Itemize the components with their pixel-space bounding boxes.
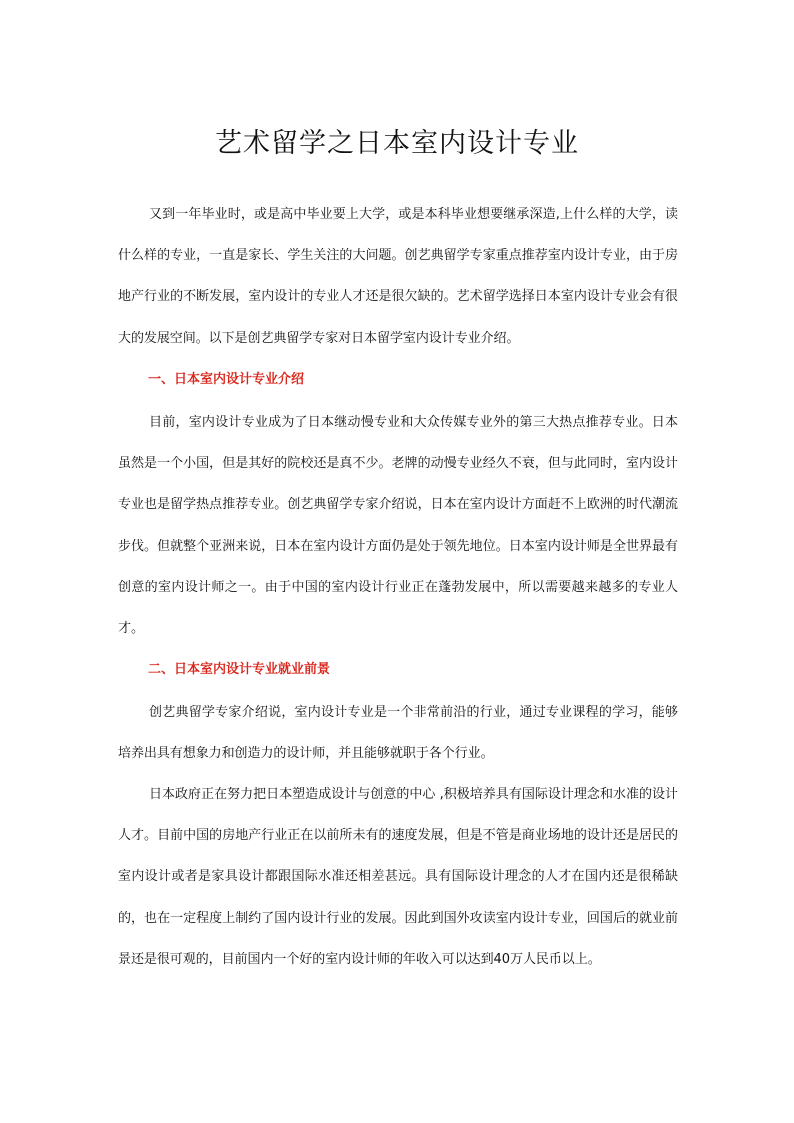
- intro-paragraph: 又到一年毕业时，或是高中毕业要上大学，或是本科毕业想要继承深造,上什么样的大学，读什么样的专业，一直是家长、学生关注的大问题。创艺典留学专家重点推荐室内设计专业，由于房地产行业的不断发展，室内设计的专业人才还是很欠缺的。艺术留学选择日本室内设计专业会有很大的发展空间。以下是创艺典留学专家对日本留学室内设计专业介绍。: [118, 207, 678, 346]
- prospects-paragraph-2: 日本政府正在努力把日本塑造成设计与创意的中心 ,积极培养具有国际设计理念和水准的设计人才。目前中国的房地产行业正在以前所未有的速度发展，但是不管是商业场地的设计还是居民的室内设计或者是家具设计都跟国际水准还相差甚远。具有国际设计理念的人才在国内还是很稀缺的，也在一定程度上制约了国内设计行业的发展。因此到国外攻读室内设计专业，回国后的就业前景还是很可观的，目前国内一个好的室内设计师的年收入可以达到40万人民币以上。: [118, 787, 678, 967]
- prospects-paragraph-1: 创艺典留学专家介绍说，室内设计专业是一个非常前沿的行业，通过专业课程的学习，能够培养出具有想象力和创造力的设计师，并且能够就职于各个行业。: [118, 705, 678, 762]
- section-heading-employment-prospects: 二、日本室内设计专业就业前景: [148, 662, 331, 677]
- section-heading-introduction: 一、日本室内设计专业介绍: [148, 372, 305, 387]
- document-title: 艺术留学之日本室内设计专业: [215, 128, 579, 159]
- introduction-paragraph: 目前，室内设计专业成为了日本继动慢专业和大众传媒专业外的第三大热点推荐专业。日本虽然是一个小国，但是其好的院校还是真不少。老牌的动慢专业经久不衰，但与此同时，室内设计专业也是留学热点推荐专业。创艺典留学专家介绍说，日本在室内设计方面赶不上欧洲的时代潮流步伐。但就整个亚洲来说，日本在室内设计方面仍是处于领先地位。日本室内设计师是全世界最有创意的室内设计师之一。由于中国的室内设计行业正在蓬勃发展中，所以需要越来越多的专业人才。: [118, 415, 678, 637]
